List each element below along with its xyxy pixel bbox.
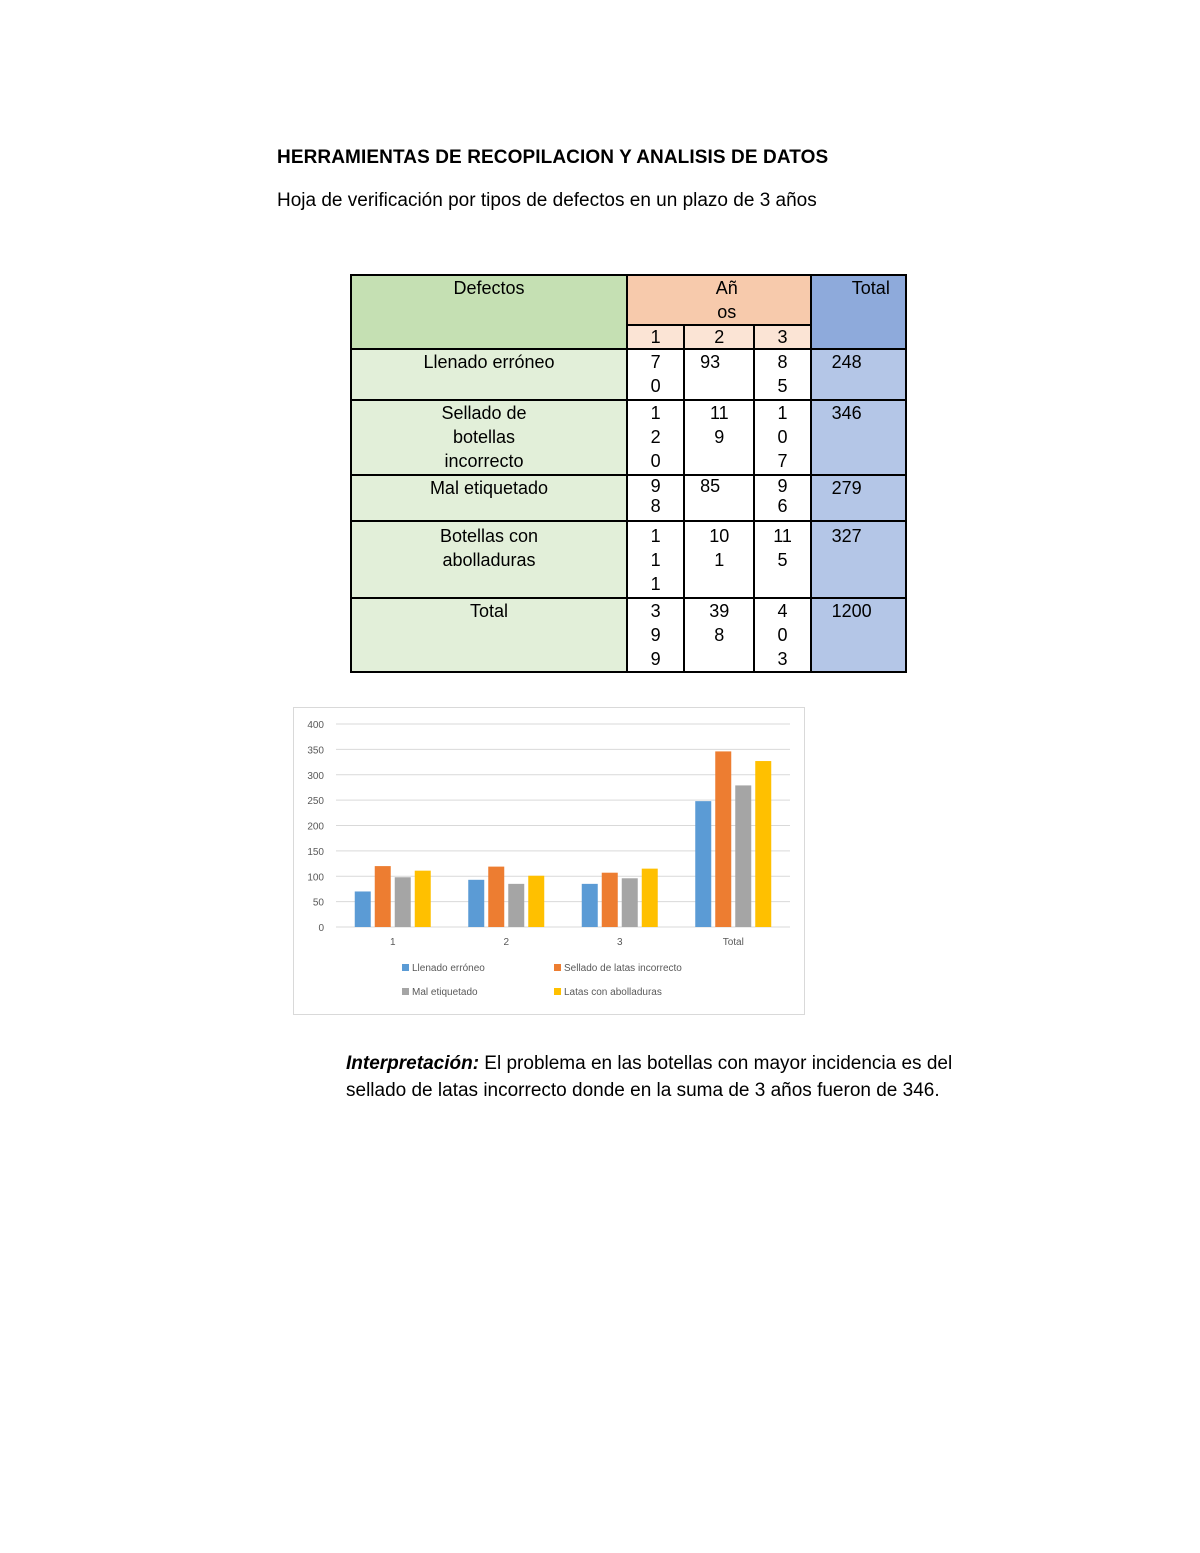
row-value-year1: 111	[650, 525, 661, 594]
bar	[582, 884, 598, 927]
bar	[528, 876, 544, 927]
y-tick-label: 400	[307, 720, 324, 731]
table-row	[351, 475, 906, 520]
bar	[755, 761, 771, 927]
legend-swatch	[554, 988, 561, 995]
bar	[508, 884, 524, 927]
bar	[715, 751, 731, 927]
row-value-year1: 70	[650, 352, 661, 397]
row-total: 346	[811, 400, 906, 475]
row-value-year3: 115	[773, 525, 792, 570]
row-value-year2: 398	[709, 600, 730, 645]
bar	[602, 873, 618, 927]
row-label: Llenado erróneo	[351, 349, 627, 400]
row-value-year1: 98	[650, 476, 661, 517]
bar	[695, 801, 711, 927]
row-value-year2: 85	[700, 476, 721, 497]
bar	[488, 867, 504, 927]
bar	[355, 891, 371, 927]
y-tick-label: 100	[307, 872, 324, 884]
row-value-year1: 399	[650, 600, 661, 669]
header-total: Total	[811, 275, 906, 349]
row-total: 248	[811, 349, 906, 400]
y-tick-label: 350	[307, 745, 324, 757]
bar	[622, 878, 638, 927]
table-row	[351, 598, 906, 672]
y-tick-label: 200	[307, 821, 324, 833]
interpretation-label: Interpretación:	[346, 1053, 480, 1074]
x-tick-label: 1	[389, 937, 396, 948]
bar	[642, 869, 658, 927]
header-year-3: 3	[754, 325, 810, 349]
y-tick-label: 50	[312, 897, 324, 909]
y-tick-label: 300	[307, 770, 324, 782]
page-title: HERRAMIENTAS DE RECOPILACION Y ANALISIS DE DATOS	[277, 147, 829, 168]
row-label: Botellas con abolladuras	[351, 521, 627, 598]
row-value-year2: 101	[709, 525, 730, 570]
legend-label: Mal etiquetado	[412, 987, 478, 998]
legend-swatch	[402, 988, 409, 995]
bar	[395, 877, 411, 927]
row-label: Mal etiquetado	[351, 475, 627, 520]
row-total: 1200	[811, 598, 906, 672]
defects-bar-chart	[293, 707, 805, 1015]
y-tick-label: 0	[318, 923, 324, 934]
legend-swatch	[554, 964, 561, 971]
bar	[375, 866, 391, 927]
y-tick-label: 150	[307, 846, 324, 858]
row-value-year3: 403	[777, 600, 788, 669]
legend-label: Latas con abolladuras	[564, 987, 662, 998]
bar	[735, 785, 751, 927]
bar	[415, 871, 431, 927]
x-tick-label: Total	[722, 937, 744, 948]
x-tick-label: 2	[503, 937, 510, 948]
y-tick-label: 250	[307, 796, 324, 808]
defects-check-sheet	[350, 274, 907, 673]
header-year-2: 2	[684, 325, 754, 349]
row-value-year3: 96	[777, 476, 788, 517]
row-value-year3: 85	[777, 352, 788, 397]
row-value-year2: 119	[709, 403, 729, 448]
row-label: Total	[351, 598, 627, 672]
header-years: Añ os	[627, 275, 811, 325]
legend-label: Sellado de latas incorrecto	[564, 963, 682, 974]
table-row	[351, 349, 906, 400]
bar	[468, 880, 484, 927]
row-total: 327	[811, 521, 906, 598]
header-defects: Defectos	[351, 275, 627, 349]
x-tick-label: 3	[616, 937, 623, 948]
row-value-year3: 107	[777, 403, 788, 472]
page-subtitle: Hoja de verificación por tipos de defectos en un plazo de 3 años	[277, 190, 817, 211]
row-label: Sellado de botellas incorrecto	[351, 400, 627, 475]
legend-swatch	[402, 964, 409, 971]
row-value-year2: 93	[700, 352, 721, 373]
legend-label: Llenado erróneo	[412, 963, 485, 974]
interpretation-text: El problema en las botellas con mayor incidencia es del sellado de latas incorrecto donde en la suma de 3 años fueron de 346.	[346, 1053, 953, 1101]
row-value-year1: 120	[650, 403, 661, 472]
interpretation-paragraph	[346, 1050, 966, 1104]
table-row	[351, 521, 906, 598]
header-year-1: 1	[627, 325, 684, 349]
chart-svg	[294, 708, 804, 1014]
table-row	[351, 400, 906, 475]
row-total: 279	[811, 475, 906, 520]
